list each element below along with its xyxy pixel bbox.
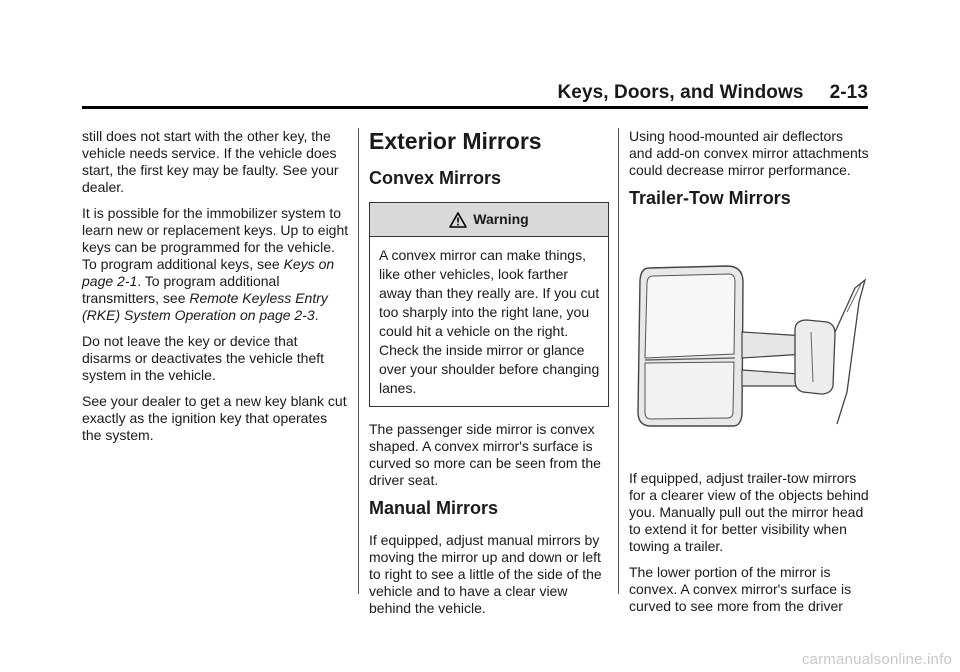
- warning-box: [369, 202, 609, 407]
- warning-label: Warning: [473, 211, 529, 227]
- warning-text: A convex mirror can make things, like other vehicles, look farther away than they really are. If you cut too sharply into the right lane, you could hit a vehicle on the right. Check the inside mirror or glance over your shoulder before changing lanes.: [379, 247, 600, 396]
- column-divider: [358, 128, 359, 594]
- cross-reference-keys[interactable]: Keys on page 2-1: [82, 256, 335, 289]
- trailer-tow-heading: Trailer-Tow Mirrors: [629, 188, 791, 208]
- paragraph: The passenger side mirror is convex shaped. A convex mirror's surface is curved so more can be seen from the driver seat.: [369, 421, 601, 488]
- paragraph: If equipped, adjust trailer-tow mirrors for a clearer view of the objects behind you. Manually pull out the mirror head to extend it for better visibility when towing a trailer.: [629, 470, 869, 554]
- column-left: [82, 128, 350, 453]
- column-right: [629, 128, 869, 624]
- warning-icon: [449, 212, 467, 228]
- page-number: 2-13: [829, 82, 868, 103]
- text: It is possible for the immobilizer system to learn new or replacement keys. Up to eight keys can be programmed for the vehicle. To program additional keys, see: [82, 205, 349, 272]
- paragraph: The lower portion of the mirror is convex. A convex mirror's surface is curved to see more from the driver: [629, 564, 852, 614]
- paragraph: Do not leave the key or device that disarms or deactivates the vehicle theft system in the vehicle.: [82, 333, 325, 383]
- header-title: Keys, Doors, and Windows: [557, 82, 804, 103]
- section-title: Exterior Mirrors: [369, 128, 542, 154]
- header-rule: [82, 106, 868, 109]
- watermark: carmanualsonline.info: [801, 651, 952, 668]
- trailer-tow-mirror-illustration: [635, 262, 869, 432]
- paragraph: If equipped, adjust manual mirrors by moving the mirror up and down or left to right to see a little of the side of the vehicle and to have a clear view behind the vehicle.: [369, 532, 602, 616]
- text: . To program additional transmitters, see: [82, 273, 280, 306]
- text: .: [314, 307, 319, 323]
- column-middle: [369, 128, 609, 626]
- running-header: [557, 82, 868, 104]
- paragraph: [82, 205, 350, 324]
- paragraph: still does not start with the other key, the vehicle needs service. If the vehicle does start, the first key may be faulty. See your dealer.: [82, 128, 339, 195]
- paragraph: Using hood-mounted air deflectors and add-on convex mirror attachments could decrease mirror performance.: [629, 128, 869, 178]
- manual-mirrors-heading: Manual Mirrors: [369, 498, 499, 518]
- convex-mirrors-heading: Convex Mirrors: [369, 168, 502, 188]
- warning-header: [370, 203, 608, 237]
- cross-reference-rke[interactable]: Remote Keyless Entry (RKE) System Operation on page 2-3: [82, 290, 328, 323]
- column-divider: [618, 128, 619, 594]
- paragraph: See your dealer to get a new key blank cut exactly as the ignition key that operates the system.: [82, 393, 347, 443]
